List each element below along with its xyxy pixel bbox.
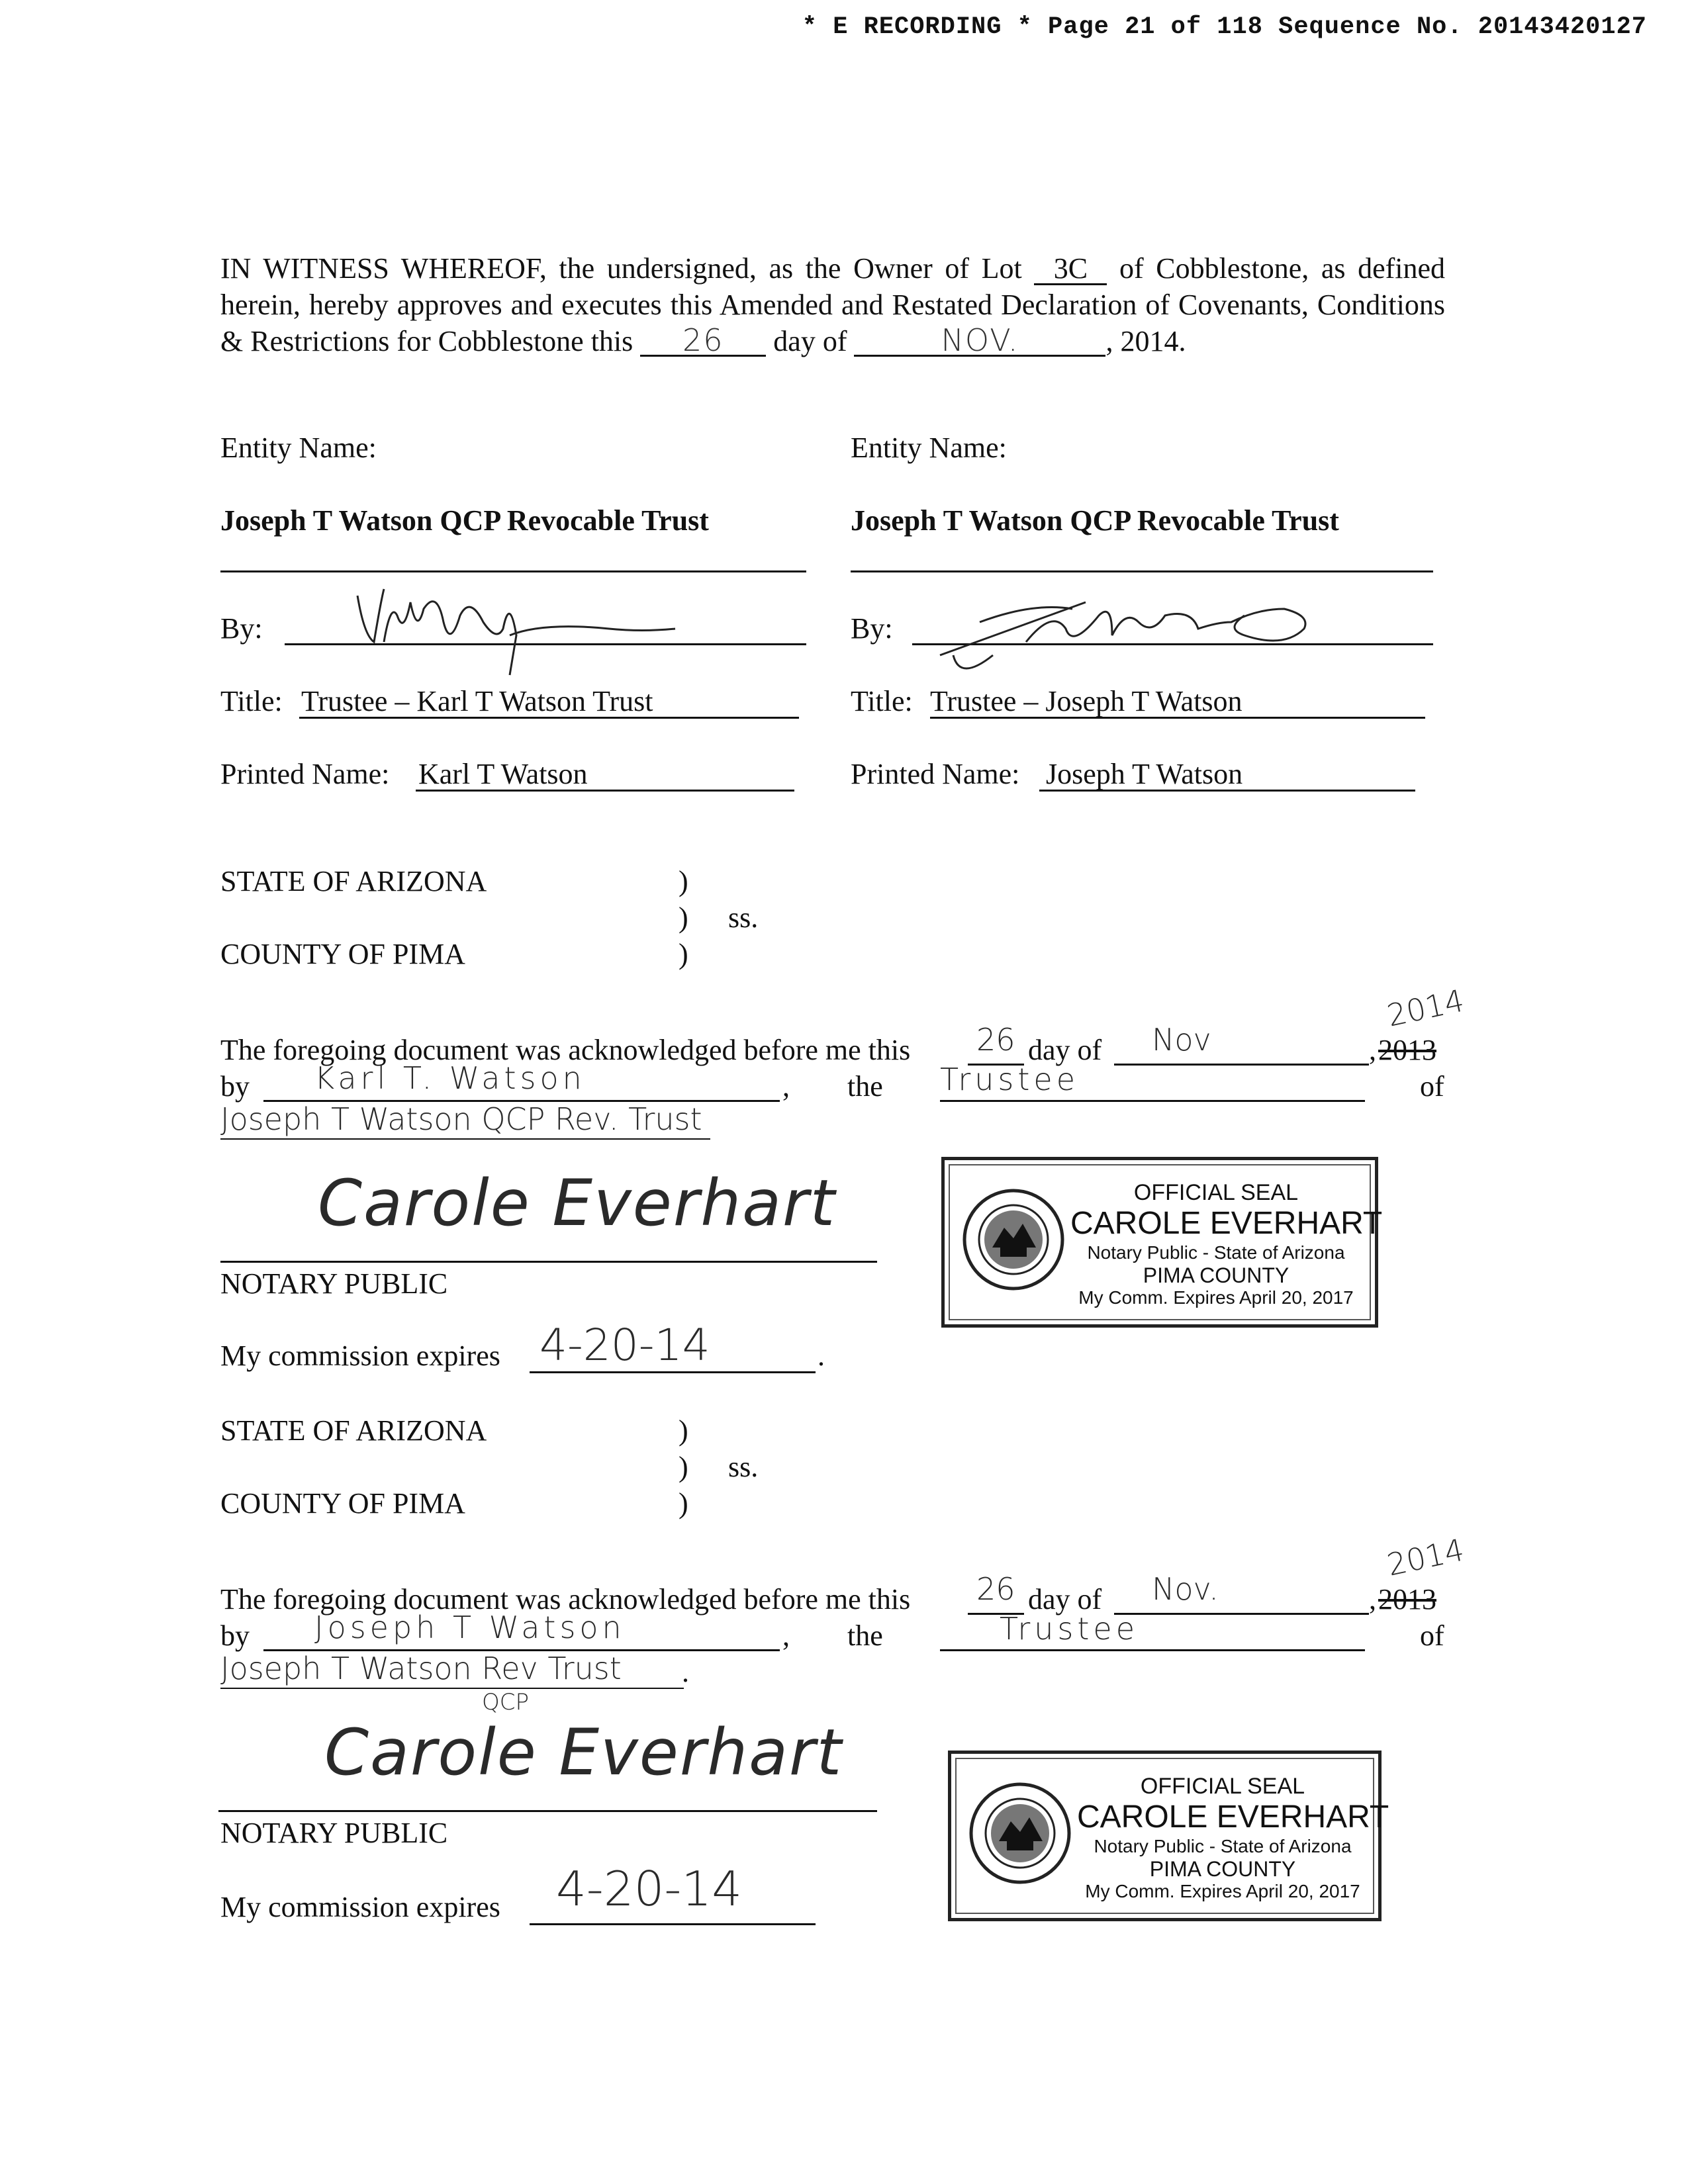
venue1-state: STATE OF ARIZONA xyxy=(220,865,487,897)
witness-day-value: 26 xyxy=(682,322,724,358)
ack1-month-rule xyxy=(1114,1064,1369,1066)
left-entity-name: Joseph T Watson QCP Revocable Trust xyxy=(220,504,709,537)
ack2-notary-line xyxy=(218,1810,877,1812)
venue2-paren-1: ) xyxy=(679,1414,688,1447)
ack2-role: Trustee xyxy=(1000,1611,1139,1647)
ack2-text-1: The foregoing document was acknowledged before me this xyxy=(220,1583,911,1615)
right-title-value: Trustee – Joseph T Watson xyxy=(930,685,1243,717)
ack2-comma2: , xyxy=(782,1619,790,1652)
right-by-label: By: xyxy=(851,612,893,645)
left-by-label: By: xyxy=(220,612,263,645)
right-entity-label: Entity Name: xyxy=(851,432,1007,464)
ack1-day: 26 xyxy=(976,1022,1015,1058)
witness-year: 2014. xyxy=(1120,325,1186,357)
seal1-line5: My Comm. Expires April 20, 2017 xyxy=(1078,1287,1354,1308)
ack1-year-struck: 2013 xyxy=(1378,1034,1436,1066)
venue1-paren-3: ) xyxy=(679,938,688,970)
ack2-day: 26 xyxy=(976,1571,1015,1607)
ack2-month: Nov. xyxy=(1152,1571,1219,1607)
ack2-entity-rule xyxy=(220,1688,684,1689)
witness-text-3: day of xyxy=(773,325,847,357)
right-printed-label: Printed Name: xyxy=(851,758,1020,790)
seal2-state-emblem-icon xyxy=(967,1780,1073,1886)
left-printed-value: Karl T Watson xyxy=(418,758,588,790)
witness-text-4: , xyxy=(1105,325,1113,357)
left-title-label: Title: xyxy=(220,685,283,717)
ack1-commission-label: My commission expires xyxy=(220,1340,500,1372)
seal1-line4: PIMA COUNTY xyxy=(1143,1263,1289,1287)
ack2-the-label: the xyxy=(847,1619,883,1652)
ack2-month-rule xyxy=(1114,1613,1369,1615)
right-entity-rule xyxy=(851,570,1433,572)
ack1-period: . xyxy=(818,1340,825,1372)
ack1-of-label: of xyxy=(1420,1070,1444,1103)
recording-header: * E RECORDING * Page 21 of 118 Sequence No. 20143420127 xyxy=(802,13,1647,41)
ack2-commission-label: My commission expires xyxy=(220,1891,500,1923)
witness-month-value: NOV. xyxy=(941,322,1019,358)
ack2-comma: , xyxy=(1369,1583,1376,1615)
ack1-commission-rule xyxy=(530,1371,816,1373)
venue1-county: COUNTY OF PIMA xyxy=(220,938,465,970)
seal2-line1: OFFICIAL SEAL xyxy=(1140,1774,1305,1799)
left-printed-rule xyxy=(416,790,794,792)
seal2-line4: PIMA COUNTY xyxy=(1149,1857,1296,1881)
witness-text-2: of Cobblestone, as defined herein, hereby approves and executes this Amended and Restated Declaration of Covenants, Conditions & Restrictions for Cobblestone this xyxy=(220,252,1446,357)
ack1-entity-rule xyxy=(220,1138,710,1140)
ack2-by-label: by xyxy=(220,1619,250,1652)
ack1-text-1: The foregoing document was acknowledged before me this xyxy=(220,1034,911,1066)
ack1-month: Nov xyxy=(1152,1022,1211,1058)
ack2-entity: Joseph T Watson Rev Trust xyxy=(220,1651,622,1686)
witness-month-field xyxy=(854,322,1105,358)
venue1-paren-2: ) xyxy=(679,901,688,934)
venue2-paren-3: ) xyxy=(679,1487,688,1520)
ack2-commission-rule xyxy=(530,1923,816,1925)
witness-paragraph xyxy=(220,250,1445,359)
lot-field xyxy=(1034,254,1107,285)
right-entity-name: Joseph T Watson QCP Revocable Trust xyxy=(851,504,1339,537)
notary-seal-2 xyxy=(948,1751,1389,1921)
ack2-year-written: 2014 xyxy=(1383,1531,1468,1583)
right-printed-value: Joseph T Watson xyxy=(1046,758,1243,790)
seal2-line5: My Comm. Expires April 20, 2017 xyxy=(1085,1881,1360,1901)
ack2-year-struck: 2013 xyxy=(1378,1583,1436,1615)
right-signature-mark xyxy=(914,582,1337,702)
ack2-role-rule xyxy=(940,1649,1365,1651)
seal1-line2: CAROLE EVERHART xyxy=(1070,1206,1383,1241)
venue2-county: COUNTY OF PIMA xyxy=(220,1487,465,1520)
venue1-ss: ss. xyxy=(728,901,759,934)
ack2-commission-value: 4-20-14 xyxy=(556,1861,743,1917)
ack2-notary-label: NOTARY PUBLIC xyxy=(220,1817,448,1849)
venue2-paren-2: ) xyxy=(679,1451,688,1483)
venue2-state: STATE OF ARIZONA xyxy=(220,1414,487,1447)
ack1-comma: , xyxy=(1369,1034,1376,1066)
ack1-by-name: Karl T. Watson xyxy=(314,1060,586,1096)
left-entity-label: Entity Name: xyxy=(220,432,377,464)
ack2-of-label: of xyxy=(1420,1619,1444,1652)
seal1-line3: Notary Public - State of Arizona xyxy=(1087,1242,1345,1263)
ack1-notary-line xyxy=(220,1261,877,1263)
ack1-role: Trustee xyxy=(940,1062,1080,1097)
ack1-text-2: day of xyxy=(1028,1034,1102,1066)
ack1-the-label: the xyxy=(847,1070,883,1103)
left-signature-mark xyxy=(344,576,688,688)
left-title-rule xyxy=(299,717,799,719)
ack2-notary-signature: Carole Everhart xyxy=(324,1715,843,1790)
ack1-comma2: , xyxy=(782,1070,790,1103)
seal2-line2: CAROLE EVERHART xyxy=(1077,1799,1389,1835)
witness-text-1: IN WITNESS WHEREOF, the undersigned, as the Owner of Lot xyxy=(220,252,1022,285)
seal1-line1: OFFICIAL SEAL xyxy=(1133,1180,1299,1205)
right-title-label: Title: xyxy=(851,685,913,717)
ack2-text-2: day of xyxy=(1028,1583,1102,1615)
right-title-rule xyxy=(930,717,1425,719)
ack2-period: . xyxy=(682,1656,689,1688)
ack1-entity: Joseph T Watson QCP Rev. Trust xyxy=(220,1101,702,1137)
left-entity-rule xyxy=(220,570,806,572)
ack1-by-label: by xyxy=(220,1070,250,1103)
seal1-state-emblem-icon xyxy=(961,1187,1066,1293)
left-printed-label: Printed Name: xyxy=(220,758,390,790)
notary-seal-1 xyxy=(941,1157,1383,1328)
ack2-insert: QCP xyxy=(482,1689,530,1715)
ack1-year-written: 2014 xyxy=(1383,982,1468,1034)
lot-value: 3C xyxy=(1053,252,1088,285)
ack1-notary-label: NOTARY PUBLIC xyxy=(220,1267,448,1300)
ack2-by-name: Joseph T Watson xyxy=(314,1610,626,1645)
venue2-ss: ss. xyxy=(728,1451,759,1483)
ack1-notary-signature: Carole Everhart xyxy=(318,1166,837,1240)
venue1-paren-1: ) xyxy=(679,865,688,897)
witness-day-field xyxy=(640,322,766,358)
ack1-role-rule xyxy=(940,1100,1365,1102)
seal2-line3: Notary Public - State of Arizona xyxy=(1094,1836,1352,1856)
right-printed-rule xyxy=(1039,790,1415,792)
left-title-value: Trustee – Karl T Watson Trust xyxy=(301,685,653,717)
ack1-commission-value: 4-20-14 xyxy=(539,1320,710,1371)
